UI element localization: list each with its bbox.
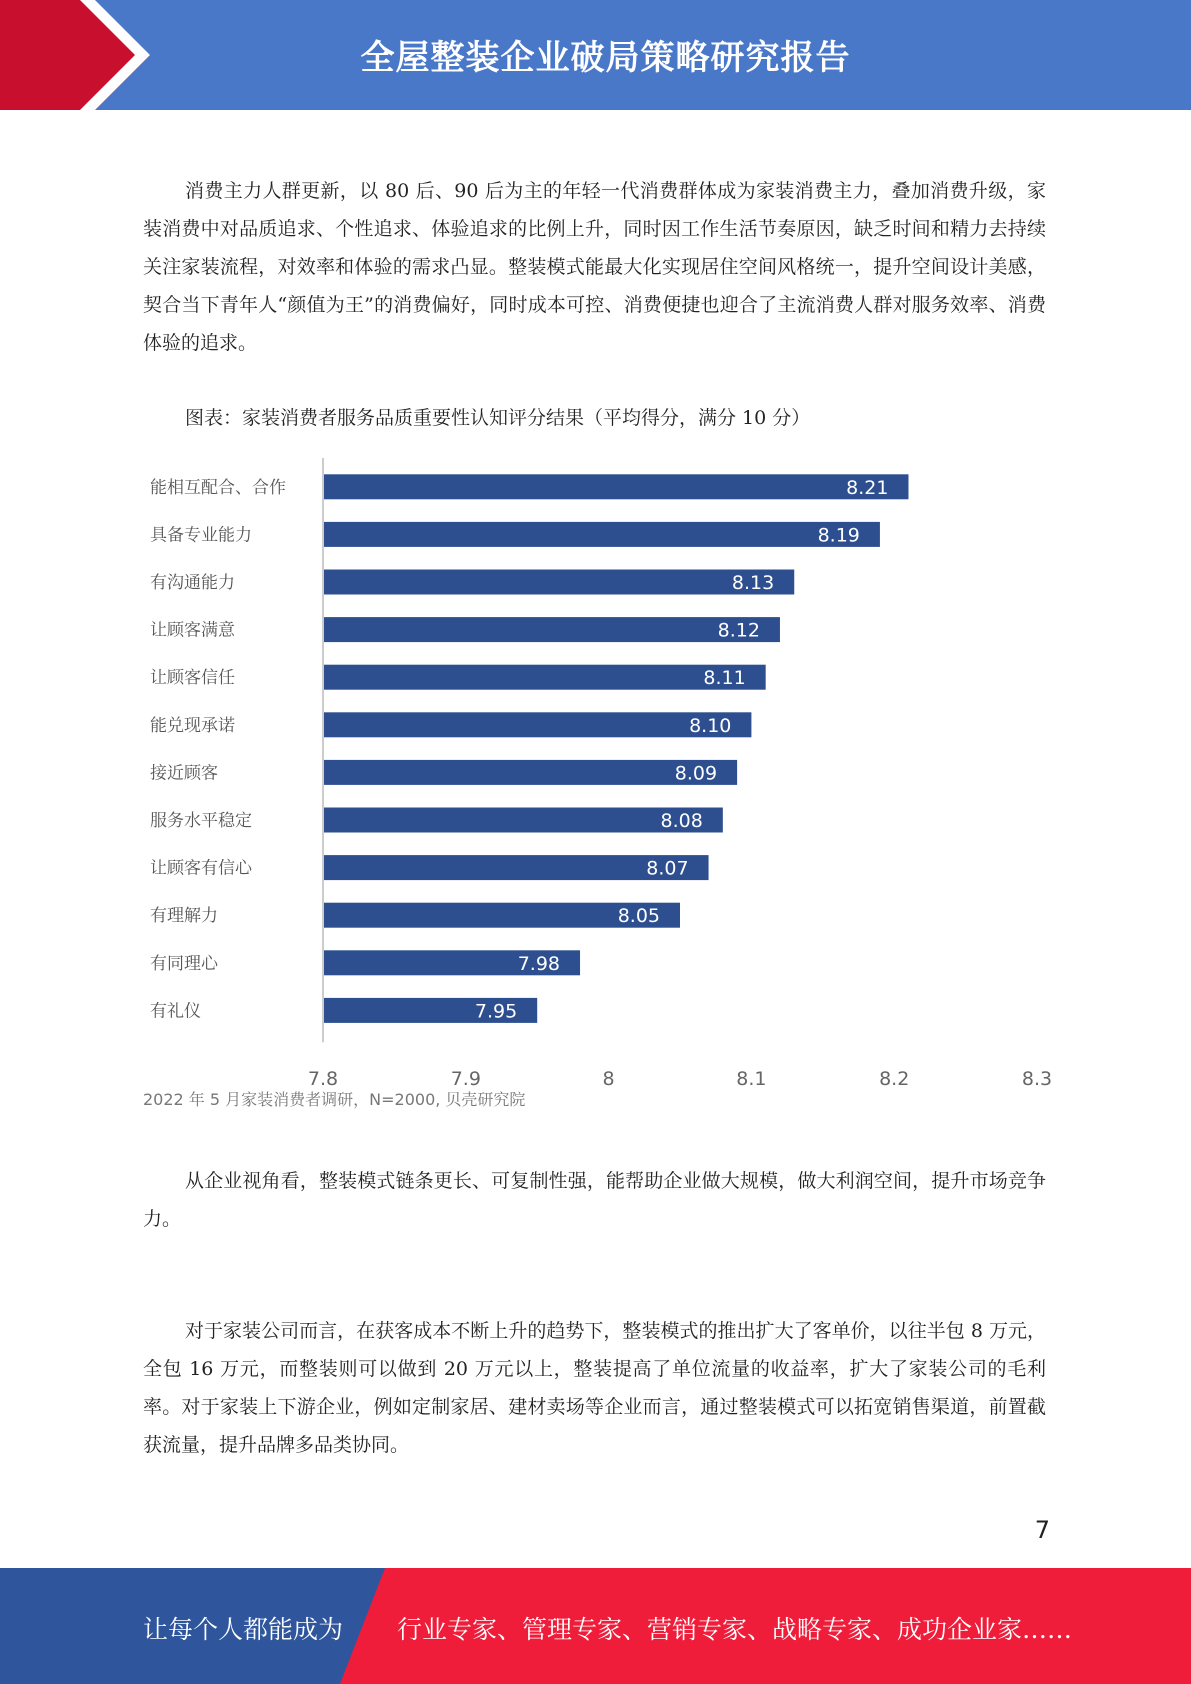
category-label: 有理解力 <box>150 906 218 927</box>
x-tick-label: 8 <box>602 1068 615 1091</box>
chart-source: 2022 年 5 月家装消费者调研，N=2000, 贝壳研究院 <box>143 1090 526 1109</box>
bar <box>324 665 766 690</box>
bar-value-label: 7.95 <box>474 1000 518 1023</box>
header-title: 全屋整装企业破局策略研究报告 <box>360 38 851 78</box>
footer-slogan-right: 行业专家、管理专家、营销专家、战略专家、成功企业家…… <box>397 1615 1073 1644</box>
bar-value-label: 8.08 <box>660 810 703 832</box>
category-label: 具备专业能力 <box>150 525 252 546</box>
category-label: 有同理心 <box>150 953 218 974</box>
bar-value-label: 8.07 <box>646 857 689 880</box>
x-tick-label: 7.8 <box>307 1068 339 1091</box>
x-tick-label: 8.1 <box>736 1068 767 1091</box>
bar-value-label: 7.98 <box>517 952 561 975</box>
bar-value-label: 8.19 <box>817 524 860 547</box>
bar <box>324 570 794 595</box>
x-tick-label: 7.9 <box>450 1068 481 1091</box>
category-label: 接近顾客 <box>150 763 218 784</box>
chart-caption: 图表：家装消费者服务品质重要性认知评分结果（平均得分，满分 10 分） <box>185 407 811 429</box>
x-tick-label: 8.2 <box>879 1068 910 1091</box>
bar-value-label: 8.10 <box>689 714 732 737</box>
page-number: 7 <box>1034 1516 1050 1544</box>
bar-value-label: 8.13 <box>731 572 775 594</box>
paragraph-home-improvement: 对于家装公司而言，在获客成本不断上升的趋势下，整装模式的推出扩大了客单价，以往半包 8 万元，全包 16 万元，而整装则可以做到 20 万元以上，整装提高了单位流量的收益率，扩大了家装公司的毛利率。对于家装上下游企业，例如定制家居、建材卖场等企业而言，通过整装模式可以拓宽销售渠道，前置截获流量，提升品牌多品类协同。 <box>143 1320 1046 1456</box>
category-label: 能相互配合、合作 <box>150 477 286 498</box>
category-label: 能兑现承诺 <box>150 715 235 736</box>
category-label: 有礼仪 <box>150 1001 201 1022</box>
category-label: 服务水平稳定 <box>150 811 252 831</box>
bar <box>324 522 880 547</box>
paragraph-consumers: 消费主力人群更新，以 80 后、90 后为主的年轻一代消费群体成为家装消费主力，叠加消费升级，家装消费中对品质追求、个性追求、体验追求的比例上升，同时因工作生活节奏原因，缺乏时间和精力去持续关注家装流程，对效率和体验的需求凸显。整装模式能最大化实现居住空间风格统一，提升空间设计美感，契合当下青年人“颜值为王”的消费偏好，同时成本可控、消费便捷也迎合了主流消费人群对服务效率、消费体验的追求。 <box>143 180 1046 354</box>
bar <box>324 617 780 642</box>
bar-value-label: 8.21 <box>846 476 889 499</box>
bar <box>324 474 908 499</box>
category-label: 让顾客有信心 <box>150 858 252 879</box>
bar <box>324 712 751 737</box>
category-label: 让顾客满意 <box>150 620 235 641</box>
paragraph-enterprise-view: 从企业视角看，整装模式链条更长、可复制性强，能帮助企业做大规模，做大利润空间，提升市场竞争力。 <box>143 1170 1046 1230</box>
category-label: 有沟通能力 <box>150 573 235 593</box>
x-tick-label: 8.3 <box>1021 1068 1053 1091</box>
bar-value-label: 8.12 <box>717 619 760 642</box>
bar-value-label: 8.11 <box>703 667 746 690</box>
page-footer <box>0 1568 1191 1684</box>
page-header <box>0 0 1191 110</box>
category-label: 让顾客信任 <box>150 668 235 689</box>
bar-value-label: 8.09 <box>674 762 718 785</box>
bar-chart <box>130 455 1060 1091</box>
bar-value-label: 8.05 <box>617 905 660 928</box>
footer-slogan-left: 让每个人都能成为 <box>143 1615 344 1644</box>
